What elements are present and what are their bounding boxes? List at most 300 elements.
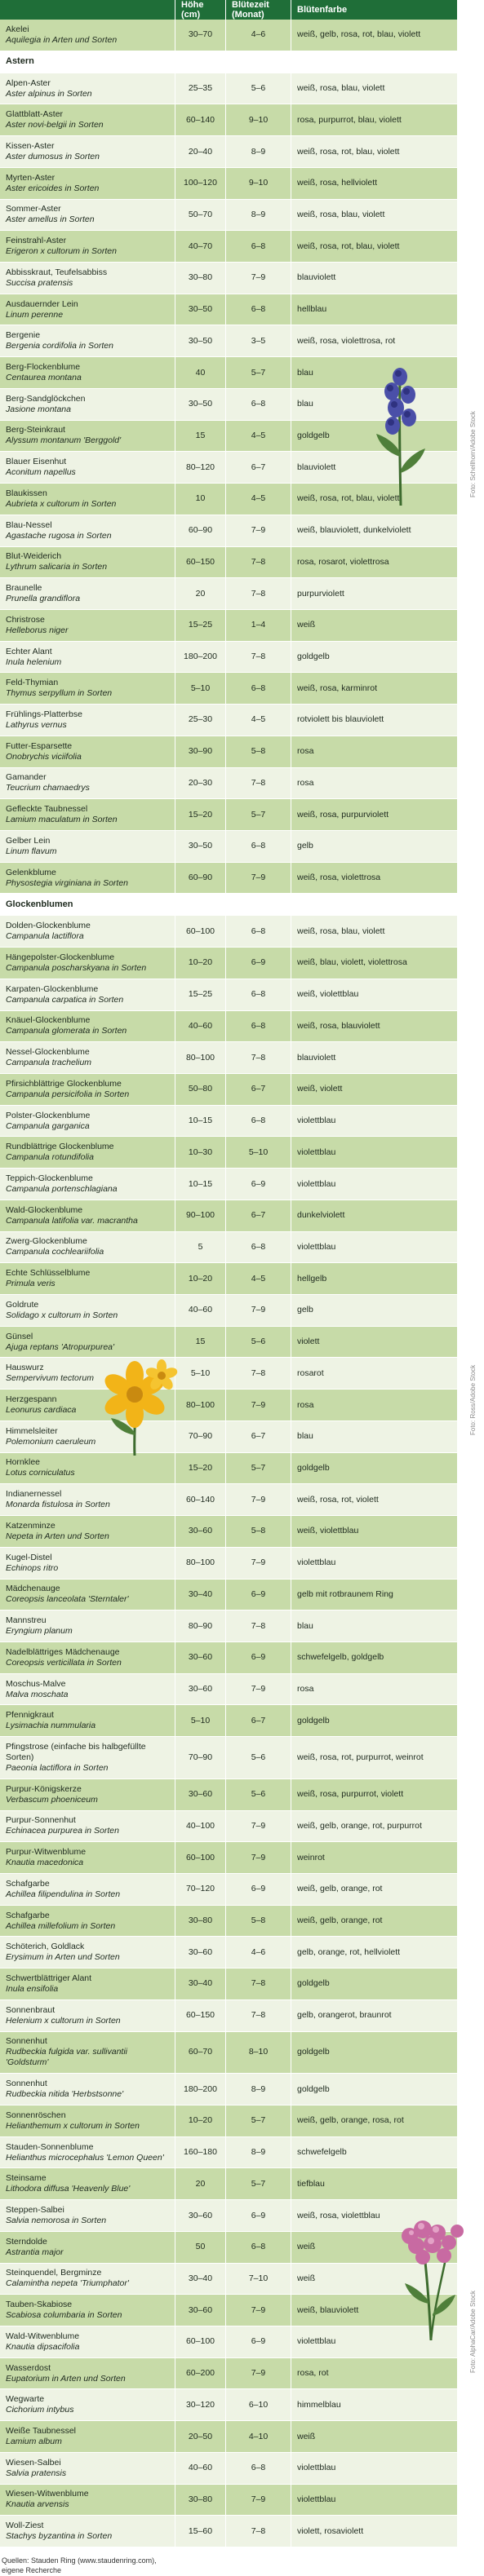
plant-name-cell <box>0 2326 175 2358</box>
flower-color-cell: weiß, rosa, blau, violett <box>291 73 457 105</box>
flower-color-cell: goldgelb <box>291 1705 457 1737</box>
plant-common-name: Schafgarbe <box>6 1910 50 1920</box>
bloom-time-cell: 6–8 <box>226 673 291 705</box>
plant-latin-name: Rudbeckia fulgida var. sullivantii 'Goldsturm' <box>6 2047 128 2068</box>
plant-latin-name: Achillea filipendulina in Sorten <box>6 1889 121 1899</box>
table-row <box>0 2232 457 2264</box>
plant-height-cell: 15 <box>175 421 226 453</box>
table-row <box>0 831 457 863</box>
plant-latin-name: Inula ensifolia <box>6 1983 59 1994</box>
plant-common-name: Rundblättrige Glockenblume <box>6 1142 114 1152</box>
plant-latin-name: Bergenia cordifolia in Sorten <box>6 341 113 351</box>
plant-height-cell: 15–20 <box>175 1453 226 1485</box>
plant-common-name: Blau-Nessel <box>6 519 52 530</box>
plant-height-cell: 10–15 <box>175 1106 226 1138</box>
bloom-time-cell: 5–8 <box>226 1516 291 1548</box>
plant-common-name: Purpur-Sonnenhut <box>6 1815 76 1826</box>
plant-height-cell: 5–10 <box>175 1705 226 1737</box>
section-title: Glockenblumen <box>0 894 457 916</box>
plant-common-name: Wiesen-Witwenblume <box>6 2489 89 2499</box>
plant-common-name: Braunelle <box>6 583 42 594</box>
plant-common-name: Bergenie <box>6 330 41 341</box>
plant-common-name: Himmelsleiter <box>6 1425 58 1436</box>
bloom-time-cell: 5–7 <box>226 357 291 389</box>
table-row <box>0 1358 457 1390</box>
plant-latin-name: Salvia nemorosa in Sorten <box>6 2216 107 2226</box>
plant-height-cell: 30–120 <box>175 2389 226 2421</box>
flower-color-cell: blauviolett <box>291 452 457 484</box>
plant-latin-name: Lathyrus vernus <box>6 719 67 730</box>
table-row <box>0 20 457 51</box>
plant-name-cell <box>0 1074 175 1106</box>
flower-color-cell: weiß <box>291 2421 457 2453</box>
table-row <box>0 2032 457 2074</box>
plant-name-cell <box>0 421 175 453</box>
plant-name-cell <box>0 73 175 105</box>
bloom-time-cell: 6–7 <box>226 1421 291 1453</box>
plant-common-name: Akelei <box>6 24 29 34</box>
plant-latin-name: Lysimachia nummularia <box>6 1721 96 1731</box>
plant-latin-name: Alyssum montanum 'Berggold' <box>6 435 122 446</box>
plant-latin-name: Lamium album <box>6 2437 62 2447</box>
plant-name-cell <box>0 1295 175 1327</box>
bloom-time-cell: 6–8 <box>226 1011 291 1043</box>
plant-height-cell: 30–40 <box>175 1580 226 1611</box>
flower-color-cell: rosa <box>291 768 457 800</box>
table-row <box>0 547 457 579</box>
bloom-time-cell: 7–9 <box>226 263 291 294</box>
plant-common-name: Berg-Sandglöckchen <box>6 393 86 404</box>
flower-color-cell: purpurviolett <box>291 578 457 610</box>
flower-color-cell: violettblau <box>291 1232 457 1264</box>
plant-common-name: Abbisskraut, Teufelsabbiss <box>6 267 108 277</box>
table-row <box>0 610 457 642</box>
plant-common-name: Blauer Eisenhut <box>6 457 67 467</box>
plant-common-name: Berg-Flockenblume <box>6 362 81 373</box>
flower-color-cell: weiß, rosa, rot, blau, violett <box>291 136 457 168</box>
flower-color-cell: violettblau <box>291 2453 457 2485</box>
flower-color-cell: violettblau <box>291 2485 457 2516</box>
bloom-time-cell: 4–10 <box>226 2421 291 2453</box>
flower-color-cell: weiß <box>291 2264 457 2295</box>
plant-latin-name: Coreopsis verticillata in Sorten <box>6 1657 122 1668</box>
plant-latin-name: Helleborus niger <box>6 625 69 635</box>
bloom-time-cell: 7–9 <box>226 1674 291 1706</box>
bloom-time-cell: 4–5 <box>226 705 291 736</box>
bloom-time-cell: 9–10 <box>226 168 291 200</box>
flower-color-cell: weiß, rosa, blauviolett <box>291 1011 457 1043</box>
plant-name-cell <box>0 2000 175 2032</box>
flower-color-cell: schwefelgelb <box>291 2137 457 2169</box>
plant-latin-name: Aster dumosus in Sorten <box>6 152 100 162</box>
table-row <box>0 2137 457 2169</box>
bloom-time-cell: 5–7 <box>226 1453 291 1485</box>
plant-name-cell <box>0 263 175 294</box>
plant-latin-name: Linum flavum <box>6 846 57 856</box>
plant-name-cell <box>0 357 175 389</box>
plant-name-cell <box>0 799 175 831</box>
plant-latin-name: Campanula latifolia var. macrantha <box>6 1215 138 1226</box>
plant-name-cell <box>0 168 175 200</box>
plant-common-name: Steinsame <box>6 2173 47 2184</box>
plant-latin-name: Salvia pratensis <box>6 2468 67 2478</box>
plant-common-name: Sonnenhut <box>6 2036 47 2047</box>
flower-color-cell: gelb <box>291 1295 457 1327</box>
bloom-time-cell: 6–8 <box>226 294 291 326</box>
plant-height-cell: 180–200 <box>175 642 226 674</box>
plant-height-cell: 30–60 <box>175 1516 226 1548</box>
plant-height-cell: 30–90 <box>175 736 226 768</box>
plant-latin-name: Cichorium intybus <box>6 2405 74 2415</box>
table-row <box>0 325 457 357</box>
plant-height-cell: 40–60 <box>175 1011 226 1043</box>
plant-height-cell: 90–100 <box>175 1200 226 1232</box>
plant-name-cell <box>0 1674 175 1706</box>
bloom-time-cell: 7–9 <box>226 1390 291 1421</box>
plant-common-name: Echte Schlüsselblume <box>6 1268 91 1279</box>
plant-name-cell <box>0 948 175 979</box>
plant-name-cell <box>0 1737 175 1779</box>
flower-color-cell: violettblau <box>291 1137 457 1169</box>
plant-common-name: Polster-Glockenblume <box>6 1110 91 1120</box>
plant-latin-name: Campanula garganica <box>6 1120 90 1131</box>
bloom-time-cell: 6–9 <box>226 1642 291 1674</box>
plant-height-cell: 60–90 <box>175 515 226 547</box>
table-row <box>0 104 457 136</box>
plant-height-cell: 50–70 <box>175 200 226 232</box>
flower-color-cell: weiß, violett <box>291 1074 457 1106</box>
plant-common-name: Weiße Taubnessel <box>6 2426 76 2437</box>
plant-latin-name: Astrantia major <box>6 2247 64 2257</box>
plant-name-cell <box>0 2032 175 2074</box>
photo-credit: Foto: AlphaCar/Adobe Stock <box>469 2291 477 2373</box>
table-row <box>0 1705 457 1737</box>
header-height: Höhe (cm) <box>175 0 226 20</box>
plant-name-cell <box>0 547 175 579</box>
bloom-time-cell: 8–9 <box>226 200 291 232</box>
plant-common-name: Wegwarte <box>6 2394 45 2405</box>
plant-name-cell <box>0 1548 175 1580</box>
flower-color-cell: weiß, rosa, violettblau <box>291 2200 457 2232</box>
table-row <box>0 2421 457 2453</box>
plant-common-name: Glattblatt-Aster <box>6 109 64 120</box>
flower-color-cell: himmelblau <box>291 2389 457 2421</box>
plant-height-cell: 80–120 <box>175 452 226 484</box>
plant-height-cell: 30–80 <box>175 1906 226 1938</box>
flower-color-cell: gelb <box>291 831 457 863</box>
plant-name-cell <box>0 2516 175 2547</box>
bloom-time-cell: 6–8 <box>226 1106 291 1138</box>
plant-height-cell: 15–20 <box>175 799 226 831</box>
table-row <box>0 916 457 948</box>
plant-common-name: Zwerg-Glockenblume <box>6 1236 87 1247</box>
table-row <box>0 1937 457 1968</box>
plant-name-cell <box>0 1937 175 1968</box>
flower-color-cell: blauviolett <box>291 263 457 294</box>
bloom-time-cell: 8–9 <box>226 136 291 168</box>
plant-latin-name: Knautia macedonica <box>6 1858 84 1868</box>
table-row <box>0 863 457 895</box>
plant-height-cell: 60–100 <box>175 1842 226 1874</box>
bloom-time-cell: 5–6 <box>226 73 291 105</box>
flower-color-cell: weiß, gelb, rosa, rot, blau, violett <box>291 20 457 51</box>
plant-name-cell <box>0 916 175 948</box>
plant-height-cell: 80–100 <box>175 1548 226 1580</box>
plant-name-cell <box>0 2485 175 2516</box>
plant-height-cell: 160–180 <box>175 2137 226 2169</box>
plant-height-cell: 40–70 <box>175 231 226 263</box>
bloom-time-cell: 6–8 <box>226 2453 291 2485</box>
plant-height-cell: 30–80 <box>175 263 226 294</box>
plant-height-cell: 10–20 <box>175 948 226 979</box>
flower-color-cell: goldgelb <box>291 2074 457 2105</box>
plant-name-cell <box>0 1011 175 1043</box>
bloom-time-cell: 6–10 <box>226 2389 291 2421</box>
table-row <box>0 1390 457 1421</box>
bloom-time-cell: 5–6 <box>226 1737 291 1779</box>
plant-name-cell <box>0 736 175 768</box>
flower-color-cell: hellgelb <box>291 1263 457 1295</box>
flower-color-cell: schwefelgelb, goldgelb <box>291 1642 457 1674</box>
bloom-time-cell: 7–8 <box>226 1968 291 2000</box>
flower-color-cell: violettblau <box>291 1548 457 1580</box>
bloom-time-cell: 9–10 <box>226 104 291 136</box>
plant-name-cell <box>0 1484 175 1516</box>
bloom-time-cell: 8–10 <box>226 2032 291 2074</box>
flower-color-cell: rosa <box>291 736 457 768</box>
bloom-time-cell: 7–10 <box>226 2264 291 2295</box>
table-row <box>0 799 457 831</box>
plant-height-cell: 80–100 <box>175 1042 226 1074</box>
plant-name-cell <box>0 1327 175 1359</box>
table-row <box>0 2074 457 2105</box>
flower-color-cell: weinrot <box>291 1842 457 1874</box>
plant-latin-name: Campanula poscharskyana in Sorten <box>6 962 147 973</box>
plant-common-name: Gefleckte Taubnessel <box>6 804 88 815</box>
bloom-time-cell: 4–6 <box>226 1937 291 1968</box>
table-row <box>0 1106 457 1138</box>
plant-name-cell <box>0 231 175 263</box>
plant-height-cell: 30–70 <box>175 20 226 51</box>
pink-flower-image <box>392 2218 469 2340</box>
plant-latin-name: Solidago x cultorum in Sorten <box>6 1310 118 1320</box>
plant-name-cell <box>0 1611 175 1642</box>
plant-latin-name: Aubrieta x cultorum in Sorten <box>6 498 117 509</box>
plant-name-cell <box>0 1137 175 1169</box>
flower-color-cell: rotviolett bis blauviolett <box>291 705 457 736</box>
plant-common-name: Nadelblättriges Mädchenauge <box>6 1646 120 1657</box>
plant-height-cell: 100–120 <box>175 168 226 200</box>
table-row <box>0 1874 457 1906</box>
bloom-time-cell: 6–7 <box>226 1074 291 1106</box>
bloom-time-cell: 7–8 <box>226 1611 291 1642</box>
bloom-time-cell: 7–9 <box>226 1811 291 1843</box>
plant-common-name: Steinquendel, Bergminze <box>6 2268 102 2278</box>
plant-height-cell: 60–150 <box>175 547 226 579</box>
flower-color-cell: rosa, rosarot, violettrosa <box>291 547 457 579</box>
plant-latin-name: Echinacea purpurea in Sorten <box>6 1826 119 1836</box>
flower-color-cell: tiefblau <box>291 2168 457 2200</box>
flower-color-cell: weiß, rosa, karminrot <box>291 673 457 705</box>
table-row <box>0 1642 457 1674</box>
table-row <box>0 136 457 168</box>
plant-latin-name: Ajuga reptans 'Atropurpurea' <box>6 1341 115 1352</box>
bloom-time-cell: 4–5 <box>226 421 291 453</box>
table-row <box>0 73 457 105</box>
plant-name-cell <box>0 610 175 642</box>
plant-name-cell <box>0 642 175 674</box>
plant-latin-name: Physostegia virginiana in Sorten <box>6 877 129 888</box>
plant-height-cell: 30–60 <box>175 2295 226 2326</box>
table-row <box>0 642 457 674</box>
bloom-time-cell: 6–9 <box>226 1169 291 1200</box>
plant-height-cell: 15–25 <box>175 979 226 1011</box>
plant-common-name: Wiesen-Salbei <box>6 2457 61 2468</box>
plant-common-name: Gelenkblume <box>6 867 56 877</box>
plant-latin-name: Agastache rugosa in Sorten <box>6 530 112 541</box>
plant-height-cell: 20 <box>175 2168 226 2200</box>
plant-height-cell: 15 <box>175 1327 226 1359</box>
plant-name-cell <box>0 2421 175 2453</box>
table-row <box>0 2485 457 2516</box>
plant-common-name: Schafgarbe <box>6 1878 50 1889</box>
plant-name-cell <box>0 452 175 484</box>
table-row <box>0 1580 457 1611</box>
table-row <box>0 1295 457 1327</box>
plant-latin-name: Coreopsis lanceolata 'Sterntaler' <box>6 1594 129 1605</box>
photo-credit: Foto: Ross/Adobe Stock <box>469 1364 477 1435</box>
plant-name-cell <box>0 1106 175 1138</box>
plant-latin-name: Thymus serpyllum in Sorten <box>6 688 113 699</box>
plant-common-name: Günsel <box>6 1331 33 1341</box>
plant-latin-name: Succisa pratensis <box>6 277 73 288</box>
flower-color-cell: rosa <box>291 1390 457 1421</box>
plant-latin-name: Malva moschata <box>6 1689 69 1699</box>
plant-name-cell <box>0 1453 175 1485</box>
plant-height-cell: 30–60 <box>175 2200 226 2232</box>
plant-height-cell: 30–50 <box>175 389 226 421</box>
plant-height-cell: 20–50 <box>175 2421 226 2453</box>
table-row <box>0 1779 457 1811</box>
plant-height-cell: 10–15 <box>175 1169 226 1200</box>
plant-name-cell <box>0 1232 175 1264</box>
plant-common-name: Mannstreu <box>6 1615 47 1626</box>
bloom-time-cell: 5–7 <box>226 2168 291 2200</box>
bloom-time-cell: 7–9 <box>226 2485 291 2516</box>
bloom-time-cell: 6–8 <box>226 389 291 421</box>
plant-common-name: Mädchenauge <box>6 1584 60 1594</box>
bloom-time-cell: 6–9 <box>226 1874 291 1906</box>
flower-color-cell: gelb, orange, rot, hellviolett <box>291 1937 457 1968</box>
plant-latin-name: Sempervivum tectorum <box>6 1373 94 1384</box>
plant-common-name: Wald-Witwenblume <box>6 2331 80 2341</box>
table-row <box>0 263 457 294</box>
plant-name-cell <box>0 1042 175 1074</box>
bloom-time-cell: 5–8 <box>226 736 291 768</box>
plant-common-name: Tauben-Skabiose <box>6 2300 73 2310</box>
plant-latin-name: Centaurea montana <box>6 373 82 383</box>
plant-height-cell: 180–200 <box>175 2074 226 2105</box>
yellow-flower-image <box>90 1358 180 1456</box>
plant-name-cell <box>0 104 175 136</box>
flower-color-cell: weiß, blauviolett, dunkelviolett <box>291 515 457 547</box>
table-row <box>0 1169 457 1200</box>
table-row <box>0 1674 457 1706</box>
plant-latin-name: Primula veris <box>6 1279 56 1289</box>
bloom-time-cell: 6–8 <box>226 2232 291 2264</box>
plant-latin-name: Aster alpinus in Sorten <box>6 88 92 99</box>
plant-height-cell: 5 <box>175 1232 226 1264</box>
plant-height-cell: 50 <box>175 2232 226 2264</box>
plant-name-cell <box>0 1263 175 1295</box>
plant-common-name: Sterndolde <box>6 2236 47 2247</box>
flower-color-cell: weiß, rosa, purpurrot, violett <box>291 1779 457 1811</box>
plant-common-name: Steppen-Salbei <box>6 2205 64 2216</box>
table-row <box>0 231 457 263</box>
plant-height-cell: 15–60 <box>175 2516 226 2547</box>
section-title: Astern <box>0 51 457 73</box>
table-row <box>0 1232 457 1264</box>
plant-common-name: Blaukissen <box>6 488 47 498</box>
bloom-time-cell: 3–5 <box>226 325 291 357</box>
bloom-time-cell: 6–8 <box>226 979 291 1011</box>
flower-color-cell: weiß, rosa, violettrosa <box>291 863 457 895</box>
bloom-time-cell: 7–8 <box>226 547 291 579</box>
plant-latin-name: Campanula glomerata in Sorten <box>6 1026 127 1036</box>
plant-common-name: Dolden-Glockenblume <box>6 921 91 931</box>
bloom-time-cell: 6–7 <box>226 1200 291 1232</box>
plant-height-cell: 40–60 <box>175 2453 226 2485</box>
flower-color-cell: blau <box>291 389 457 421</box>
table-row <box>0 200 457 232</box>
plant-name-cell <box>0 2389 175 2421</box>
flower-color-cell: weiß <box>291 610 457 642</box>
plant-latin-name: Prunella grandiflora <box>6 594 81 604</box>
table-row <box>0 515 457 547</box>
bloom-time-cell: 7–9 <box>226 1484 291 1516</box>
plant-common-name: Sommer-Aster <box>6 204 61 214</box>
plant-name-cell <box>0 294 175 326</box>
plant-latin-name: Helenium x cultorum in Sorten <box>6 2015 121 2026</box>
plant-common-name: Katzenminze <box>6 1520 56 1531</box>
photo-credit: Foto: Schellhorn/Adobe Stock <box>469 411 477 497</box>
table-row <box>0 2516 457 2547</box>
bloom-time-cell: 7–8 <box>226 2516 291 2547</box>
sources-line: eigene Recherche <box>2 2566 62 2575</box>
plant-latin-name: Campanula rotundifolia <box>6 1152 94 1163</box>
bloom-time-cell: 7–9 <box>226 1295 291 1327</box>
bloom-time-cell: 7–9 <box>226 515 291 547</box>
plant-common-name: Berg-Steinkraut <box>6 425 65 435</box>
plant-name-cell <box>0 484 175 515</box>
plant-latin-name: Inula helenium <box>6 656 62 667</box>
plant-common-name: Frühlings-Platterbse <box>6 709 82 719</box>
flower-color-cell: weiß, rosa, blau, violett <box>291 200 457 232</box>
flower-color-cell: weiß, rosa, blau, violett <box>291 916 457 948</box>
plant-common-name: Stauden-Sonnenblume <box>6 2141 94 2152</box>
table-row <box>0 1548 457 1580</box>
plant-height-cell: 60–70 <box>175 2032 226 2074</box>
plant-latin-name: Campanula cochleariifolia <box>6 1247 104 1257</box>
bloom-time-cell: 4–6 <box>226 20 291 51</box>
plant-name-cell <box>0 515 175 547</box>
plant-latin-name: Paeonia lactiflora in Sorten <box>6 1762 109 1773</box>
flower-color-cell: goldgelb <box>291 642 457 674</box>
table-row <box>0 1611 457 1642</box>
plant-latin-name: Helianthemum x cultorum in Sorten <box>6 2120 140 2131</box>
plant-common-name: Kissen-Aster <box>6 141 55 152</box>
plant-latin-name: Lotus corniculatus <box>6 1468 75 1478</box>
